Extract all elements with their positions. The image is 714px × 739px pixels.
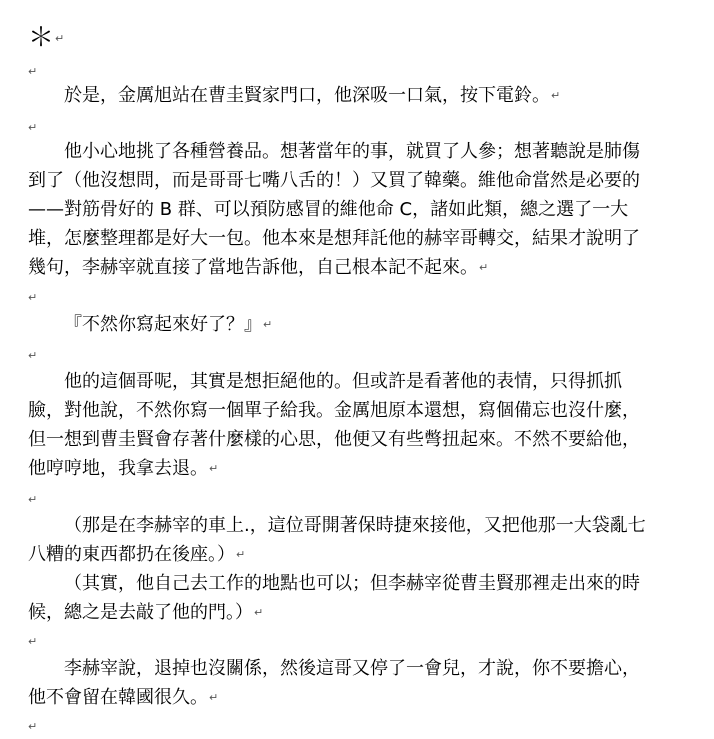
paragraph-mark-icon: ↵ (28, 65, 38, 78)
paragraph-line: 幾句，李赫宰就直接了當地告訴他，自己根本記不起來。↵ (28, 257, 489, 278)
paragraph-mark-icon: ↵ (236, 548, 246, 561)
paragraph-line: 候，總之是去敲了他的門。）↵ (28, 602, 264, 623)
paragraph-mark-icon: ↵ (479, 261, 489, 274)
paragraph-mark-icon: ↵ (28, 291, 38, 304)
paragraph-line: 八糟的東西都扔在後座。）↵ (28, 544, 246, 565)
paragraph-mark-icon: ↵ (209, 691, 219, 704)
paragraph-mark-icon: ↵ (263, 318, 273, 331)
paragraph-mark-icon: ↵ (209, 462, 219, 475)
paragraph-line: 他哼哼地，我拿去退。↵ (28, 458, 219, 479)
paragraph-mark-icon: ↵ (254, 606, 264, 619)
blank-line (28, 488, 37, 512)
paragraph-mark-icon: ↵ (551, 89, 561, 102)
paragraph-line: 臉，對他說，不然你寫一個單子給我。金厲旭原本還想，寫個備忘也沒什麼， (28, 400, 640, 421)
paragraph-line: 於是，金厲旭站在曹圭賢家門口，他深吸一口氣，按下電鈴。↵ (64, 85, 561, 106)
blank-line (28, 630, 37, 654)
paragraph-mark-icon: ↵ (28, 121, 38, 134)
paragraph-line: 他不會留在韓國很久。↵ (28, 687, 219, 708)
paragraph-line: 但一想到曹圭賢會存著什麼樣的心思，他便又有些彆扭起來。不然不要給他， (28, 429, 640, 450)
paragraph-line: ——對筋骨好的 B 群、可以預防感冒的維他命 C，諸如此類，總之選了一大 (28, 199, 629, 220)
paragraph-line: 堆，怎麼整理都是好大一包。他本來是想拜託他的赫宰哥轉交，結果才說明了 (28, 228, 640, 249)
paragraph-line: 他的這個哥呢，其實是想拒絕他的。但或許是看著他的表情，只得抓抓 (64, 371, 622, 392)
blank-line (28, 344, 37, 368)
paragraph-mark-icon: ↵ (28, 349, 38, 362)
paragraph-line: 到了（他沒想問，而是哥哥七嘴八舌的！）又買了韓藥。維他命當然是必要的 (28, 170, 640, 191)
scene-break (28, 24, 64, 53)
blank-line (28, 60, 37, 84)
blank-line (28, 715, 37, 739)
paragraph-line: （那是在李赫宰的車上.，這位哥開著保時捷來接他，又把他那一大袋亂七 (64, 515, 646, 536)
blank-line (28, 286, 37, 310)
dialogue-line: 『不然你寫起來好了？』↵ (64, 314, 273, 335)
paragraph-mark-icon: ↵ (28, 635, 38, 648)
paragraph-line: 李赫宰說，退掉也沒關係，然後這哥又停了一會兒，才說，你不要擔心， (64, 658, 640, 679)
blank-line (28, 116, 37, 140)
paragraph-line: 他小心地挑了各種營養品。想著當年的事，就買了人參；想著聽說是肺傷 (64, 141, 640, 162)
paragraph-mark-icon: ↵ (28, 720, 38, 733)
paragraph-mark-icon: ↵ (55, 31, 65, 45)
paragraph-line: （其實，他自己去工作的地點也可以；但李赫宰從曹圭賢那裡走出來的時 (64, 573, 640, 594)
star-mark: ＊ (28, 23, 55, 53)
paragraph-mark-icon: ↵ (28, 493, 38, 506)
